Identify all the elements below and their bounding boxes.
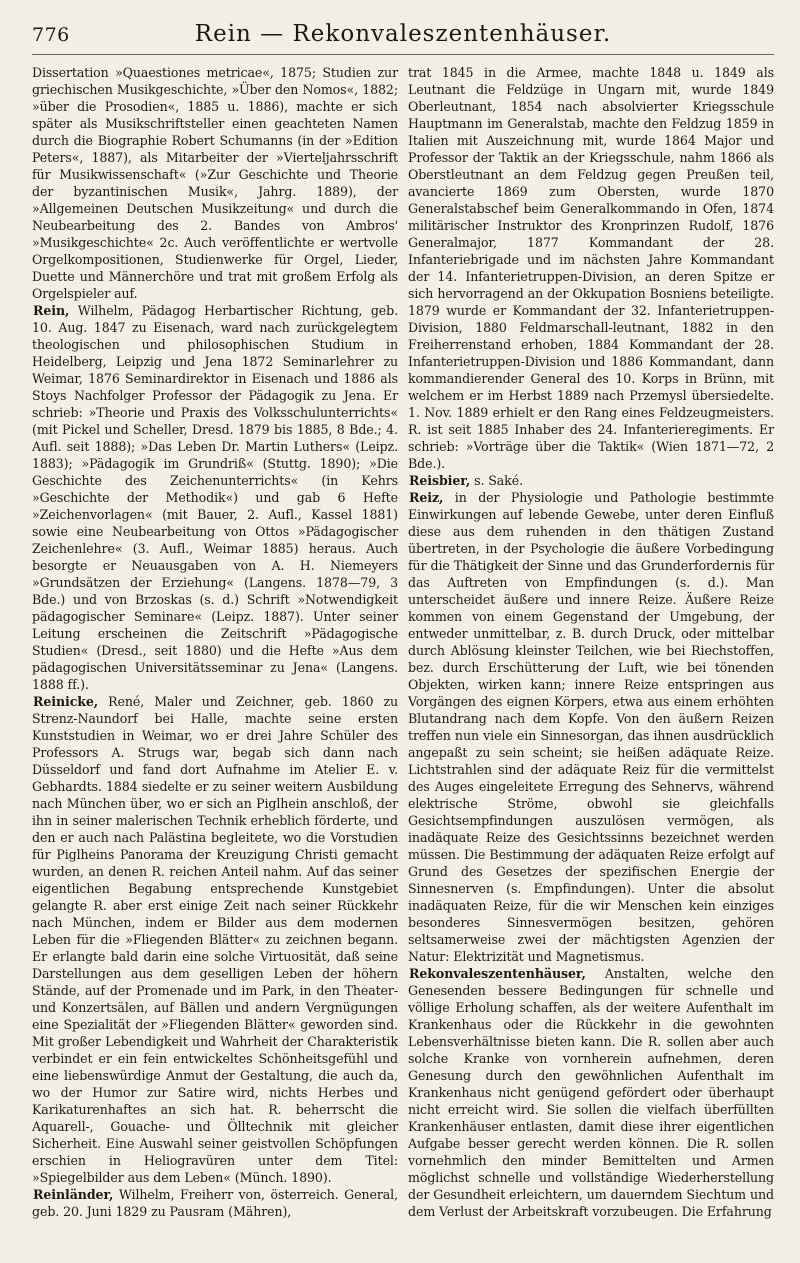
running-head: Rein — Rekonvaleszentenhäuser. [194,21,612,47]
entry-text: Wilhelm, Freiherr von, österreich. General, geb. 20. Juni 1829 zu Pausram (Mähren), [32,1187,398,1219]
entry-headword: Reinländer, [33,1187,114,1202]
text-columns [32,64,774,1220]
page-header [32,18,774,55]
entry-headword: Rekonvaleszentenhäuser, [409,966,586,981]
entry-headword: Reiz, [409,490,444,505]
page-number: 776 [32,24,70,46]
right-column [408,64,774,1220]
entry-reisbier [408,472,774,489]
entry-reiz [408,489,774,965]
entry-text: in der Physiologie und Pathologie bestimmte Einwirkungen auf lebende Gewebe, unter deren Einfluß diese aus dem ruhenden in den thätigen Zustand übertreten, in der Psychologie die äußere Vorbedingung für die Thätigkeit der Sinne und das Grunderfordernis für das Auftreten von Empfindungen (s. d.). Man unterscheidet äußere und innere Reize. Äußere Reize kommen von einem Gegenstand der Umgebung, der entweder unmittelbar, z. B. durch Druck, oder mittelbar durch Ablösung kleinster Teilchen, wie bei Riechstoffen, bez. durch Erschütterung der Luft, wie bei tönenden Objekten, wirken kann; innere Reize entspringen aus Vorgängen des eignen Körpers, etwa aus einem erhöhten Blutandrang nach dem Kopfe. Von den äußern Reizen treffen nun viele ein Sinnesorgan, das ihnen ausdrücklich angepaßt zu sein scheint; sie heißen adäquate Reize. Lichtstrahlen sind der adäquate Reiz für die vermittelst des Auges eingeleitete Erregung des Sehnervs, während elektrische Ströme, obwohl sie gleichfalls Gesichtsempfindungen auszulösen vermögen, als inadäquate Reize des Gesichtssinns bezeichnet werden müssen. Die Bestimmung der adäquaten Reize erfolgt auf Grund des Gesetzes der spezifischen Energie der Sinnesnerven (s. Empfindungen). Unter die absolut inadäquaten Reize, für die wir Menschen kein einziges besonderes Sinnesvermögen besitzen, gehören seltsamerweise zwei der mächtigsten Agenzien der Natur: Elektrizität und Magnetismus. [408,490,774,964]
entry-continuation [32,64,398,302]
entry-text: s. Saké. [474,473,523,488]
entry-rein [32,302,398,693]
entry-headword: Reisbier, [409,473,471,488]
entry-text: Dissertation »Quaestiones metricae«, 1875; Studien zur griechischen Musikgeschichte, »Über den Nomos«, 1882; »über die Prosodien«, 1885 u. 1886), machte er sich später als Musikschriftsteller einen geachteten Namen durch die Biographie Robert Schumanns (in der »Edition Peters«, 1887), als Mitarbeiter der »Vierteljahrsschrift für Musikwissenschaft« (»Zur Geschichte und Theorie der byzantinischen Musik«, Jahrg. 1889), der »Allgemeinen Deutschen Musikzeitung« und durch die Neubearbeitung des 2. Bandes von Ambros' »Musikgeschichte« 2c. Auch veröffentlichte er wertvolle Orgelkompositionen, Studienwerke für Orgel, Lieder, Duette und Männerchöre und trat mit großem Erfolg als Orgelspieler auf. [32,65,398,301]
entry-text: Wilhelm, Pädagog Herbartischer Richtung, geb. 10. Aug. 1847 zu Eisenach, ward nach zurückgelegtem theologischen und philosophischen Studium in Heidelberg, Leipzig und Jena 1872 Seminarlehrer zu Weimar, 1876 Seminardirektor in Eisenach und 1886 als Stoys Nachfolger Professor der Pädagogik zu Jena. Er schrieb: »Theorie und Praxis des Volksschulunterrichts« (mit Pickel und Scheller, Dresd. 1879 bis 1885, 8 Bde.; 4. Aufl. seit 1888); »Das Leben Dr. Martin Luthers« (Leipz. 1883); »Pädagogik im Grundriß« (Stuttg. 1890); »Die Geschichte des Zeichenunterrichts« (in Kehrs »Geschichte der Methodik«) und gab 6 Hefte »Zeichenvorlagen« (mit Bauer, 2. Aufl., Kassel 1881) sowie eine Neubearbeitung von Ottos »Pädagogischer Zeichenlehre« (3. Aufl., Weimar 1885) heraus. Auch besorgte er Neuausgaben von A. H. Niemeyers »Grundsätzen der Erziehung« (Langens. 1878—79, 3 Bde.) und von Brzoskas (s. d.) Schrift »Notwendigkeit pädagogischer Seminare« (Leipz. 1887). Unter seiner Leitung erscheinen die Zeitschrift »Pädagogische Studien« (Dresd., seit 1880) und die Hefte »Aus dem pädagogischen Universitätsseminar zu Jena« (Langens. 1888 ff.). [32,303,398,692]
entry-reinicke [32,693,398,1186]
entry-text: Anstalten, welche den Genesenden bessere Bedingungen für schnelle und völlige Erholung schaffen, als der weitere Aufenthalt im Krankenhaus oder die Rückkehr in die gewohnten Lebensverhältnisse bieten kann. Die R. sollen aber auch solche Kranke von vornherein aufnehmen, deren Genesung durch den gewöhnlichen Aufenthalt im Krankenhaus nicht genügend gefördert oder überhaupt nicht erreicht wird. Sie sollen die vielfach überfüllten Krankenhäuser entlasten, damit diese ihrer eigentlichen Aufgabe besser gerecht werden können. Die R. sollen vornehmlich den minder Bemittelten und Armen möglichst schnelle und vollständige Wiederherstellung der Gesundheit erleichtern, um dauerndem Siechtum und dem Verlust der Arbeitskraft vorzubeugen. Die Erfahrung [408,966,775,1219]
entry-text: René, Maler und Zeichner, geb. 1860 zu Strenz-Naundorf bei Halle, machte seine ersten Kunststudien in Weimar, wo er drei Jahre Schüler des Professors A. Strugs war, begab sich dann nach Düsseldorf und fand dort Aufnahme im Atelier E. v. Gebhardts. 1884 siedelte er zu seiner weitern Ausbildung nach München über, wo er sich an Piglhein anschloß, der ihn in seiner malerischen Technik erheblich förderte, und den er auch nach Palästina begleitete, wo die Vorstudien für Piglheins Panorama der Kreuzigung Christi gemacht wurden, an denen R. reichen Anteil nahm. Auf das seiner eigentlichen Begabung entsprechende Kunstgebiet gelangte R. aber erst einige Zeit nach seiner Rückkehr nach München, indem er Bilder aus dem modernen Leben für die »Fliegenden Blätter« zu zeichnen begann. Er erlangte bald darin eine solche Virtuosität, daß seine Darstellungen aus dem geselligen Leben der höhern Stände, auf der Promenade und im Park, in den Theater- und Konzertsälen, auf Bällen und andern Vergnügungen eine Spezialität der »Fliegenden Blätter« geworden sind. Mit großer Lebendigkeit und Wahrheit der Charakteristik verbindet er ein fein entwickeltes Schönheitsgefühl und eine liebenswürdige Anmut der Gestaltung, die auch da, wo der Humor zur Satire wird, nichts Herbes und Karikaturenhaftes an sich hat. R. beherrscht die Aquarell-, Gouache- und Ölltechnik mit gleicher Sicherheit. Eine Auswahl seiner geistvollen Schöpfungen erschien in Heliogravüren unter dem Titel: »Spiegelbilder aus dem Leben« (Münch. 1890). [32,694,398,1185]
entry-text: trat 1845 in die Armee, machte 1848 u. 1849 als Leutnant die Feldzüge in Ungarn mit, wurde 1849 Oberleutnant, 1854 nach absolvierter Kriegsschule Hauptmann im Generalstab, machte den Feldzug 1859 in Italien mit Auszeichnung mit, wurde 1864 Major und Professor der Taktik an der Kriegsschule, nahm 1866 als Oberstleutnant an dem Feldzug gegen Preußen teil, avancierte 1869 zum Obersten, wurde 1870 Generalstabschef beim Generalkommando in Ofen, 1874 militärischer Instruktor des Kronprinzen Rudolf, 1876 Generalmajor, 1877 Kommandant der 28. Infanteriebrigade und im nächsten Jahre Kommandant der 14. Infanterietruppen-Division, an deren Spitze er sich hervorragend an der Okkupation Bosniens beteiligte. 1879 wurde er Kommandant der 32. Infanterietruppen-Division, 1880 Feldmarschall-leutnant, 1882 in den Freiherrenstand erhoben, 1884 Kommandant der 28. Infanterietruppen-Division und 1886 Kommandant, dann kommandierender General des 10. Korps in Brünn, mit welchem er im Herbst 1889 nach Przemysl übersiedelte. 1. Nov. 1889 erhielt er den Rang eines Feldzeugmeisters. R. ist seit 1885 Inhaber des 24. Infanterieregiments. Er schrieb: »Vorträge über die Taktik« (Wien 1871—72, 2 Bde.). [408,65,774,471]
entry-reinlaender [32,1186,398,1220]
left-column [32,64,398,1220]
entry-headword: Rein, [33,303,70,318]
entry-rekonvaleszentenhaeuser [408,965,774,1220]
entry-headword: Reinicke, [33,694,99,709]
entry-continuation [408,64,774,472]
